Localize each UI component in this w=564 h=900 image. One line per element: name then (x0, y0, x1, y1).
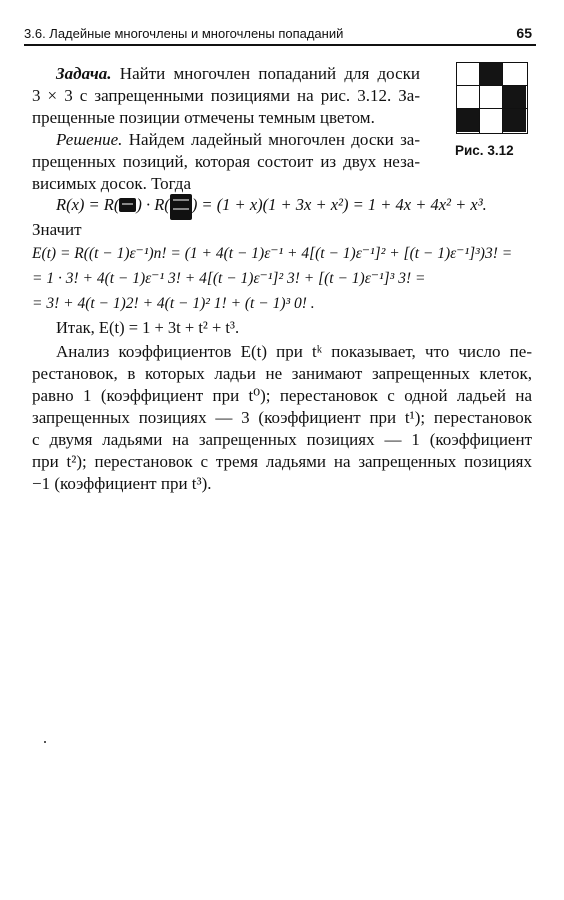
section-title: 3.6. Ладейные многочлены и многочлены попаданий (24, 26, 344, 41)
forbidden-cell (503, 86, 526, 109)
forbidden-cell (480, 63, 503, 86)
page-number: 65 (516, 25, 532, 41)
forbidden-cell (503, 109, 526, 132)
analysis-line-6: при t²); перестановок с тремя ладьями на запрещенных позициях (32, 452, 532, 471)
solution-line-3: висимых досок. Тогда (32, 174, 192, 193)
analysis-line-5: с двумя ладьями на запрещенных позициях — 1 (коэффициент (32, 430, 532, 449)
text-znachit: Значит (32, 220, 82, 239)
board-icon (119, 198, 136, 212)
result-formula: Итак, E(t) = 1 + 3t + t² + t³. (56, 318, 240, 337)
problem-text: Найти многочлен попаданий для доски (119, 64, 421, 83)
grid-line (457, 108, 527, 109)
board-icon (170, 194, 192, 220)
formula-part: R(x) = R( (56, 195, 120, 214)
scan-dot (44, 741, 46, 743)
formula-part: ) · R( (136, 195, 170, 214)
analysis-line-4: запрещенных позициях — 3 (коэффициент при t¹); перестановок (32, 408, 532, 427)
analysis-line-3: равно 1 (коэффициент при t⁰); перестановок с одной ладьей на (32, 386, 532, 405)
solution-line-1 (56, 130, 420, 150)
analysis-line-1: Анализ коэффициентов E(t) при tᵏ показывает, что число пе- (56, 342, 532, 361)
analysis-line-2: рестановок, в которых ладьи не занимают запрещенных клеток, (32, 364, 532, 383)
solution-text: Найдем ладейный многочлен доски за- (128, 130, 420, 149)
figure-caption: Рис. 3.12 (455, 143, 514, 158)
grid-line (479, 63, 480, 133)
header-rule (24, 44, 536, 46)
solution-label: Решение. (56, 130, 123, 149)
analysis-line-7: −1 (коэффициент при t³). (32, 474, 212, 493)
solution-line-2: прещенных позиций, которая состоит из двух неза- (32, 152, 420, 171)
hit-polynomial-line-3: = 3! + 4(t − 1)2! + 4(t − 1)² 1! + (t − 1)³ 0! . (32, 295, 315, 312)
running-header (24, 26, 536, 44)
rook-polynomial-formula (56, 194, 487, 220)
hit-polynomial-line-1: E(t) = R((t − 1)ε⁻¹)n! = (1 + 4(t − 1)ε⁻¹ + 4[(t − 1)ε⁻¹]² + [(t − 1)ε⁻¹]³)3! = (32, 245, 513, 262)
chessboard-figure (456, 62, 528, 134)
grid-line (502, 63, 503, 133)
hit-polynomial-line-2: = 1 · 3! + 4(t − 1)ε⁻¹ 3! + 4[(t − 1)ε⁻¹]² 3! + [(t − 1)ε⁻¹]³ 3! = (32, 270, 426, 287)
forbidden-cell (457, 109, 480, 132)
problem-line-1 (56, 64, 420, 84)
formula-part: ) = (1 + x)(1 + 3x + x²) = 1 + 4x + 4x² + x³. (191, 195, 487, 214)
grid-line (457, 85, 527, 86)
problem-label: Задача. (56, 64, 112, 83)
problem-line-3: прещенные позиции отмечены темным цветом. (32, 108, 375, 127)
problem-line-2: 3 × 3 с запрещенными позициями на рис. 3.12. За- (32, 86, 420, 105)
